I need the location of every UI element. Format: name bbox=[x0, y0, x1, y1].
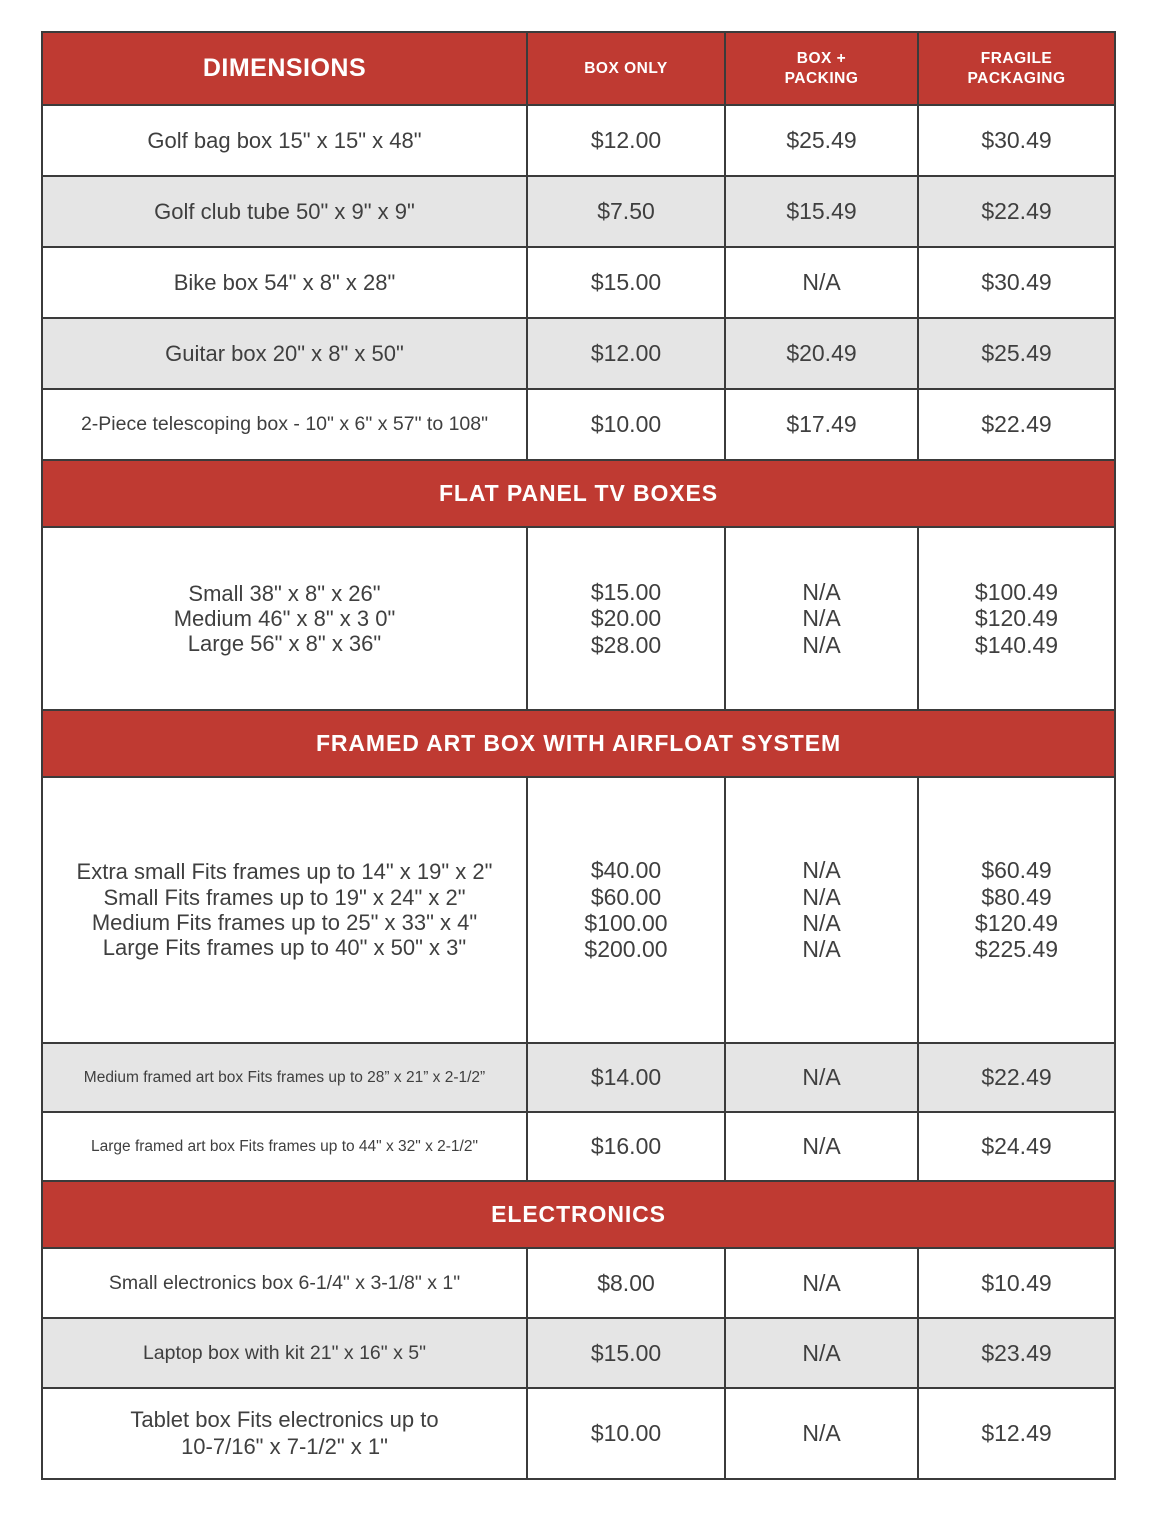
table-row bbox=[42, 318, 1115, 389]
header-fragile-packaging bbox=[918, 32, 1115, 105]
row-description: Large 56" x 8" x 36" bbox=[187, 631, 382, 657]
row-box-packing-group bbox=[725, 777, 918, 1043]
table-row bbox=[42, 247, 1115, 318]
row-fragile: $30.49 bbox=[918, 247, 1115, 318]
row-description: Small Fits frames up to 19" x 24" x 2" bbox=[103, 884, 466, 910]
table-header-row bbox=[42, 32, 1115, 105]
section-title: FLAT PANEL TV BOXES bbox=[42, 460, 1115, 527]
row-description: Large Fits frames up to 40" x 50" x 3" bbox=[102, 935, 467, 961]
row-fragile: $12.49 bbox=[918, 1388, 1115, 1479]
row-description: Extra small Fits frames up to 14" x 19" x 2" bbox=[76, 859, 493, 885]
box-pricing-table bbox=[41, 31, 1116, 1480]
row-box-only: $100.00 bbox=[584, 910, 668, 936]
section-header-flat-panel-tv-boxes bbox=[42, 460, 1115, 527]
row-description: Laptop box with kit 21" x 16" x 5" bbox=[42, 1318, 527, 1388]
row-description-line1: Tablet box Fits electronics up to bbox=[130, 1407, 439, 1433]
row-fragile: $60.49 bbox=[981, 857, 1052, 884]
section-title: FRAMED ART BOX WITH AIRFLOAT SYSTEM bbox=[42, 710, 1115, 777]
row-box-only: $7.50 bbox=[527, 176, 725, 247]
row-fragile: $120.49 bbox=[974, 605, 1059, 632]
header-dimensions: DIMENSIONS bbox=[42, 32, 527, 105]
table-row bbox=[42, 1318, 1115, 1388]
header-fragile-line2: PACKAGING bbox=[967, 69, 1066, 87]
row-fragile: $24.49 bbox=[918, 1112, 1115, 1181]
table-row bbox=[42, 176, 1115, 247]
row-box-only: $16.00 bbox=[527, 1112, 725, 1181]
row-box-only: $15.00 bbox=[590, 578, 662, 605]
row-box-only: $12.00 bbox=[527, 318, 725, 389]
section-title: ELECTRONICS bbox=[42, 1181, 1115, 1248]
row-description: Medium Fits frames up to 25" x 33" x 4" bbox=[91, 910, 478, 935]
row-box-packing: N/A bbox=[725, 1043, 918, 1112]
row-fragile: $80.49 bbox=[981, 883, 1052, 910]
table-row bbox=[42, 1043, 1115, 1112]
row-box-packing: N/A bbox=[802, 605, 841, 632]
row-description-group bbox=[42, 527, 527, 710]
row-box-only: $15.00 bbox=[527, 247, 725, 318]
row-box-packing: N/A bbox=[725, 1248, 918, 1318]
table-row-group-framed-art bbox=[42, 777, 1115, 1043]
row-box-packing: N/A bbox=[725, 1388, 918, 1479]
row-box-packing: $17.49 bbox=[725, 389, 918, 460]
header-box-plus-packing-line1: BOX + bbox=[796, 50, 847, 68]
row-description-group bbox=[42, 777, 527, 1043]
section-header-framed-art-box bbox=[42, 710, 1115, 777]
table-row bbox=[42, 105, 1115, 176]
row-box-packing: N/A bbox=[802, 936, 841, 963]
row-box-only: $12.00 bbox=[527, 105, 725, 176]
table-row bbox=[42, 1388, 1115, 1479]
row-fragile: $25.49 bbox=[918, 318, 1115, 389]
row-description: Medium 46" x 8" x 3 0" bbox=[173, 605, 396, 631]
row-box-packing-group bbox=[725, 527, 918, 710]
header-box-only: BOX ONLY bbox=[527, 32, 725, 105]
row-description: Bike box 54" x 8" x 28" bbox=[42, 247, 527, 318]
row-box-only: $28.00 bbox=[590, 631, 662, 658]
row-box-only: $60.00 bbox=[590, 883, 662, 910]
row-box-packing: N/A bbox=[725, 1112, 918, 1181]
row-box-only: $10.00 bbox=[527, 389, 725, 460]
row-box-only: $10.00 bbox=[527, 1388, 725, 1479]
row-fragile: $10.49 bbox=[918, 1248, 1115, 1318]
row-box-only: $40.00 bbox=[590, 857, 662, 884]
header-fragile-line1: FRAGILE bbox=[980, 50, 1053, 68]
row-box-packing: N/A bbox=[802, 910, 841, 936]
row-fragile-group bbox=[918, 777, 1115, 1043]
row-box-packing: N/A bbox=[802, 883, 841, 910]
table-row-group-flat-panel bbox=[42, 527, 1115, 710]
row-description: Golf club tube 50" x 9" x 9" bbox=[42, 176, 527, 247]
row-fragile: $23.49 bbox=[918, 1318, 1115, 1388]
row-description: Large framed art box Fits frames up to 44" x 32" x 2-1/2" bbox=[42, 1112, 527, 1181]
row-box-packing: $25.49 bbox=[725, 105, 918, 176]
row-box-packing: N/A bbox=[725, 247, 918, 318]
table-row bbox=[42, 389, 1115, 460]
row-box-only-group bbox=[527, 527, 725, 710]
row-box-only: $15.00 bbox=[527, 1318, 725, 1388]
row-fragile: $22.49 bbox=[918, 176, 1115, 247]
row-description-line2: 10-7/16" x 7-1/2" x 1" bbox=[181, 1433, 388, 1459]
row-box-packing: N/A bbox=[802, 857, 841, 884]
header-box-plus-packing-line2: PACKING bbox=[784, 69, 859, 87]
row-fragile: $140.49 bbox=[974, 631, 1059, 658]
row-fragile: $120.49 bbox=[974, 910, 1059, 936]
row-fragile: $22.49 bbox=[918, 389, 1115, 460]
row-box-only: $8.00 bbox=[527, 1248, 725, 1318]
table-row bbox=[42, 1248, 1115, 1318]
table-row bbox=[42, 1112, 1115, 1181]
row-box-packing: N/A bbox=[802, 631, 841, 658]
row-fragile: $100.49 bbox=[974, 578, 1059, 605]
row-box-packing: $15.49 bbox=[725, 176, 918, 247]
row-box-packing: N/A bbox=[802, 578, 841, 605]
row-fragile: $225.49 bbox=[974, 936, 1059, 963]
row-box-only-group bbox=[527, 777, 725, 1043]
row-description: Small electronics box 6-1/4" x 3-1/8" x 1" bbox=[42, 1248, 527, 1318]
row-description: Guitar box 20" x 8" x 50" bbox=[42, 318, 527, 389]
section-header-electronics bbox=[42, 1181, 1115, 1248]
row-description: Medium framed art box Fits frames up to 28” x 21” x 2-1/2” bbox=[42, 1043, 527, 1112]
row-box-packing: $20.49 bbox=[725, 318, 918, 389]
row-description: Golf bag box 15" x 15" x 48" bbox=[42, 105, 527, 176]
row-box-only: $14.00 bbox=[527, 1043, 725, 1112]
row-fragile: $30.49 bbox=[918, 105, 1115, 176]
row-description: 2-Piece telescoping box - 10" x 6" x 57" to 108" bbox=[42, 389, 527, 460]
row-fragile: $22.49 bbox=[918, 1043, 1115, 1112]
row-fragile-group bbox=[918, 527, 1115, 710]
row-box-only: $20.00 bbox=[590, 605, 662, 632]
row-description bbox=[42, 1388, 527, 1479]
row-box-only: $200.00 bbox=[584, 936, 668, 963]
row-box-packing: N/A bbox=[725, 1318, 918, 1388]
header-box-plus-packing bbox=[725, 32, 918, 105]
row-description: Small 38" x 8" x 26" bbox=[188, 580, 381, 606]
